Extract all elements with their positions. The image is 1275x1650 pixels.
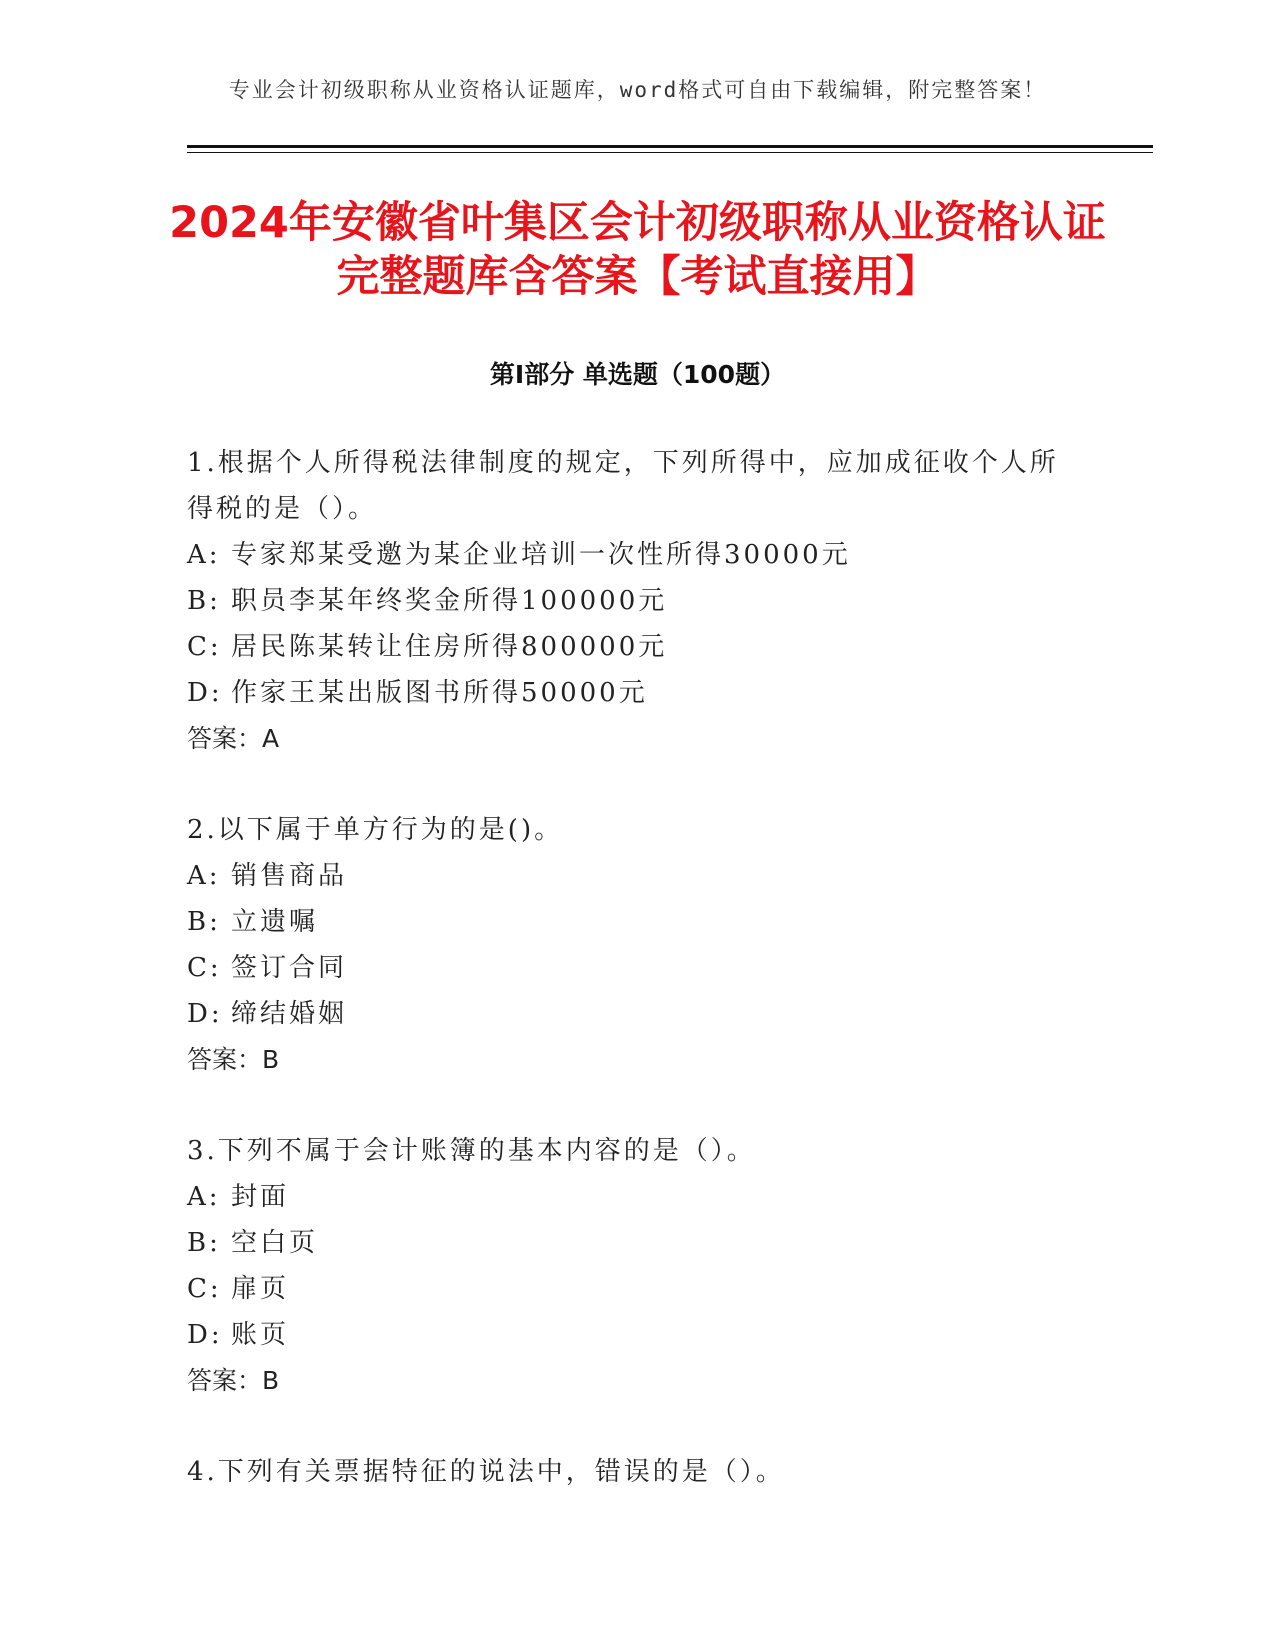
option-key: A: [187, 540, 221, 570]
option-a [187, 853, 1067, 899]
option-c [187, 624, 1067, 670]
answer-line: 答案：B [187, 1366, 280, 1395]
header-rule-thin [187, 152, 1153, 153]
question-list [187, 440, 1067, 1540]
option-key: A: [187, 1182, 221, 1212]
document-title: 2024年安徽省叶集区会计初级职称从业资格认证完整题库含答案【考试直接用】 [169, 198, 1106, 302]
option-a [187, 1174, 1067, 1220]
option-key: D: [187, 678, 223, 708]
question-stem: 3.下列不属于会计账簿的基本内容的是（）。 [187, 1136, 756, 1166]
option-d [187, 1312, 1067, 1358]
option-text: 职员李某年终奖金所得100000元 [231, 586, 668, 616]
option-b [187, 578, 1067, 624]
option-c [187, 1266, 1067, 1312]
option-text: 签订合同 [231, 953, 348, 983]
option-d [187, 670, 1067, 716]
header-rule-thick [187, 145, 1153, 148]
question-stem: 4.下列有关票据特征的说法中，错误的是（）。 [187, 1457, 785, 1487]
option-text: 扉页 [231, 1274, 290, 1304]
option-b [187, 899, 1067, 945]
option-key: B: [187, 907, 221, 937]
option-text: 账页 [231, 1320, 290, 1350]
option-text: 封面 [231, 1182, 290, 1212]
option-key: D: [187, 999, 223, 1029]
option-key: B: [187, 1228, 221, 1258]
header-note: 专业会计初级职称从业资格认证题库，word格式可自由下载编辑，附完整答案！ [228, 78, 1047, 102]
option-key: C: [187, 1274, 222, 1304]
question-2 [187, 807, 1067, 1083]
question-1 [187, 440, 1067, 762]
question-stem: 2.以下属于单方行为的是()。 [187, 815, 564, 845]
option-c [187, 945, 1067, 991]
option-text: 立遗嘱 [231, 907, 319, 937]
option-text: 专家郑某受邀为某企业培训一次性所得30000元 [231, 540, 851, 570]
option-key: D: [187, 1320, 223, 1350]
option-text: 居民陈某转让住房所得800000元 [231, 632, 668, 662]
option-key: A: [187, 861, 221, 891]
answer-line: 答案：B [187, 1045, 280, 1074]
option-key: C: [187, 632, 222, 662]
option-d [187, 991, 1067, 1037]
option-text: 缔结婚姻 [231, 999, 348, 1029]
option-a [187, 532, 1067, 578]
question-stem: 1.根据个人所得税法律制度的规定，下列所得中，应加成征收个人所得税的是（）。 [187, 448, 1059, 524]
option-b [187, 1220, 1067, 1266]
option-key: B: [187, 586, 221, 616]
option-text: 空白页 [231, 1228, 319, 1258]
option-key: C: [187, 953, 222, 983]
answer-line: 答案：A [187, 724, 280, 753]
option-text: 作家王某出版图书所得50000元 [231, 678, 648, 708]
question-4 [187, 1449, 1067, 1495]
section-title: 第Ⅰ部分 单选题（100题） [489, 360, 786, 389]
question-3 [187, 1128, 1067, 1404]
option-text: 销售商品 [231, 861, 348, 891]
